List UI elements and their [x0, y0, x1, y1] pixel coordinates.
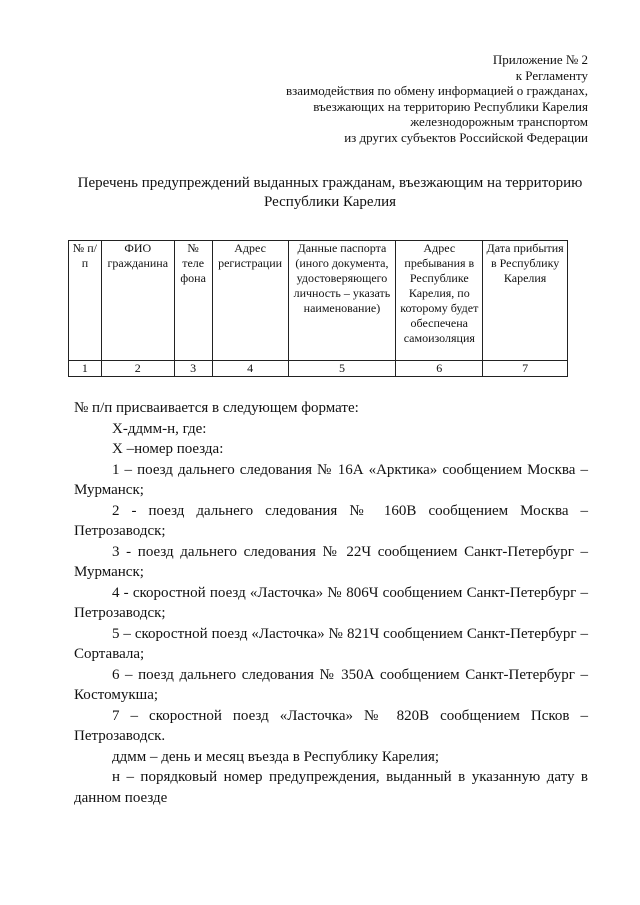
format-pattern: Х-ддмм-н, где:	[112, 420, 207, 437]
table-numbering-row	[69, 361, 568, 377]
appendix-line: Приложение № 2	[492, 52, 588, 67]
title-line-1: Перечень предупреждений выданных гражданам, въезжающим на территорию	[77, 175, 583, 191]
header-cell-stay-address: Адрес пребывания в Республике Карелия, по которому будет обеспечена самоизоляция	[396, 241, 483, 361]
column-number: 6	[396, 361, 483, 377]
train-item: 6 – поезд дальнего следования № 350А сообщением Санкт-Петербург – Костомукша;	[74, 666, 588, 703]
column-number: 3	[174, 361, 212, 377]
column-number: 5	[288, 361, 396, 377]
n-definition: н – порядковый номер предупреждения, выданный в указанную дату в данном поезде	[74, 769, 588, 806]
column-number: 1	[69, 361, 102, 377]
header-cell-fio: ФИО гражданина	[101, 241, 174, 361]
format-intro: № п/п присваивается в следующем формате:	[74, 400, 359, 416]
column-number: 7	[483, 361, 568, 377]
train-item: 3 - поезд дальнего следования № 22Ч сообщением Санкт-Петербург – Мурманск;	[74, 543, 588, 580]
appendix-header	[286, 52, 588, 146]
x-definition: Х –номер поезда:	[112, 441, 224, 457]
appendix-line: взаимодействия по обмену информацией о гражданах,	[285, 83, 588, 99]
train-item: 4 - скоростной поезд «Ласточка» № 806Ч сообщением Санкт-Петербург – Петрозаводск;	[74, 584, 588, 621]
header-cell-number: № п/п	[69, 241, 102, 361]
header-cell-passport: Данные паспорта (иного документа, удостоверяющего личность – указать наименование)	[288, 241, 396, 361]
table-header-row	[69, 241, 568, 361]
appendix-line: к Регламенту	[515, 67, 588, 83]
appendix-line: железнодорожным транспортом	[410, 114, 588, 130]
header-cell-arrival-date: Дата прибытия в Республику Карелия	[483, 241, 568, 361]
train-item: 2 - поезд дальнего следования № 160В сообщением Москва – Петрозаводск;	[74, 502, 588, 539]
train-item: 5 – скоростной поезд «Ласточка» № 821Ч сообщением Санкт-Петербург – Сортавала;	[74, 625, 588, 662]
header-cell-registration: Адрес регистрации	[212, 241, 288, 361]
column-number: 4	[212, 361, 288, 377]
appendix-line: из других субъектов Российской Федерации	[344, 129, 588, 145]
document-title	[60, 174, 600, 212]
warnings-table	[68, 240, 568, 377]
ddmm-definition: ддмм – день и месяц въезда в Республику Карелия;	[112, 748, 440, 765]
train-item: 1 – поезд дальнего следования № 16А «Арктика» сообщением Москва – Мурманск;	[74, 461, 588, 498]
train-item: 7 – скоростной поезд «Ласточка» № 820В сообщением Псков – Петрозаводск.	[74, 707, 588, 744]
column-number: 2	[101, 361, 174, 377]
header-cell-phone: № теле фона	[174, 241, 212, 361]
appendix-line: въезжающих на территорию Республики Карелия	[313, 98, 588, 114]
title-line-2: Республики Карелия	[263, 194, 397, 210]
document-body	[74, 398, 588, 808]
